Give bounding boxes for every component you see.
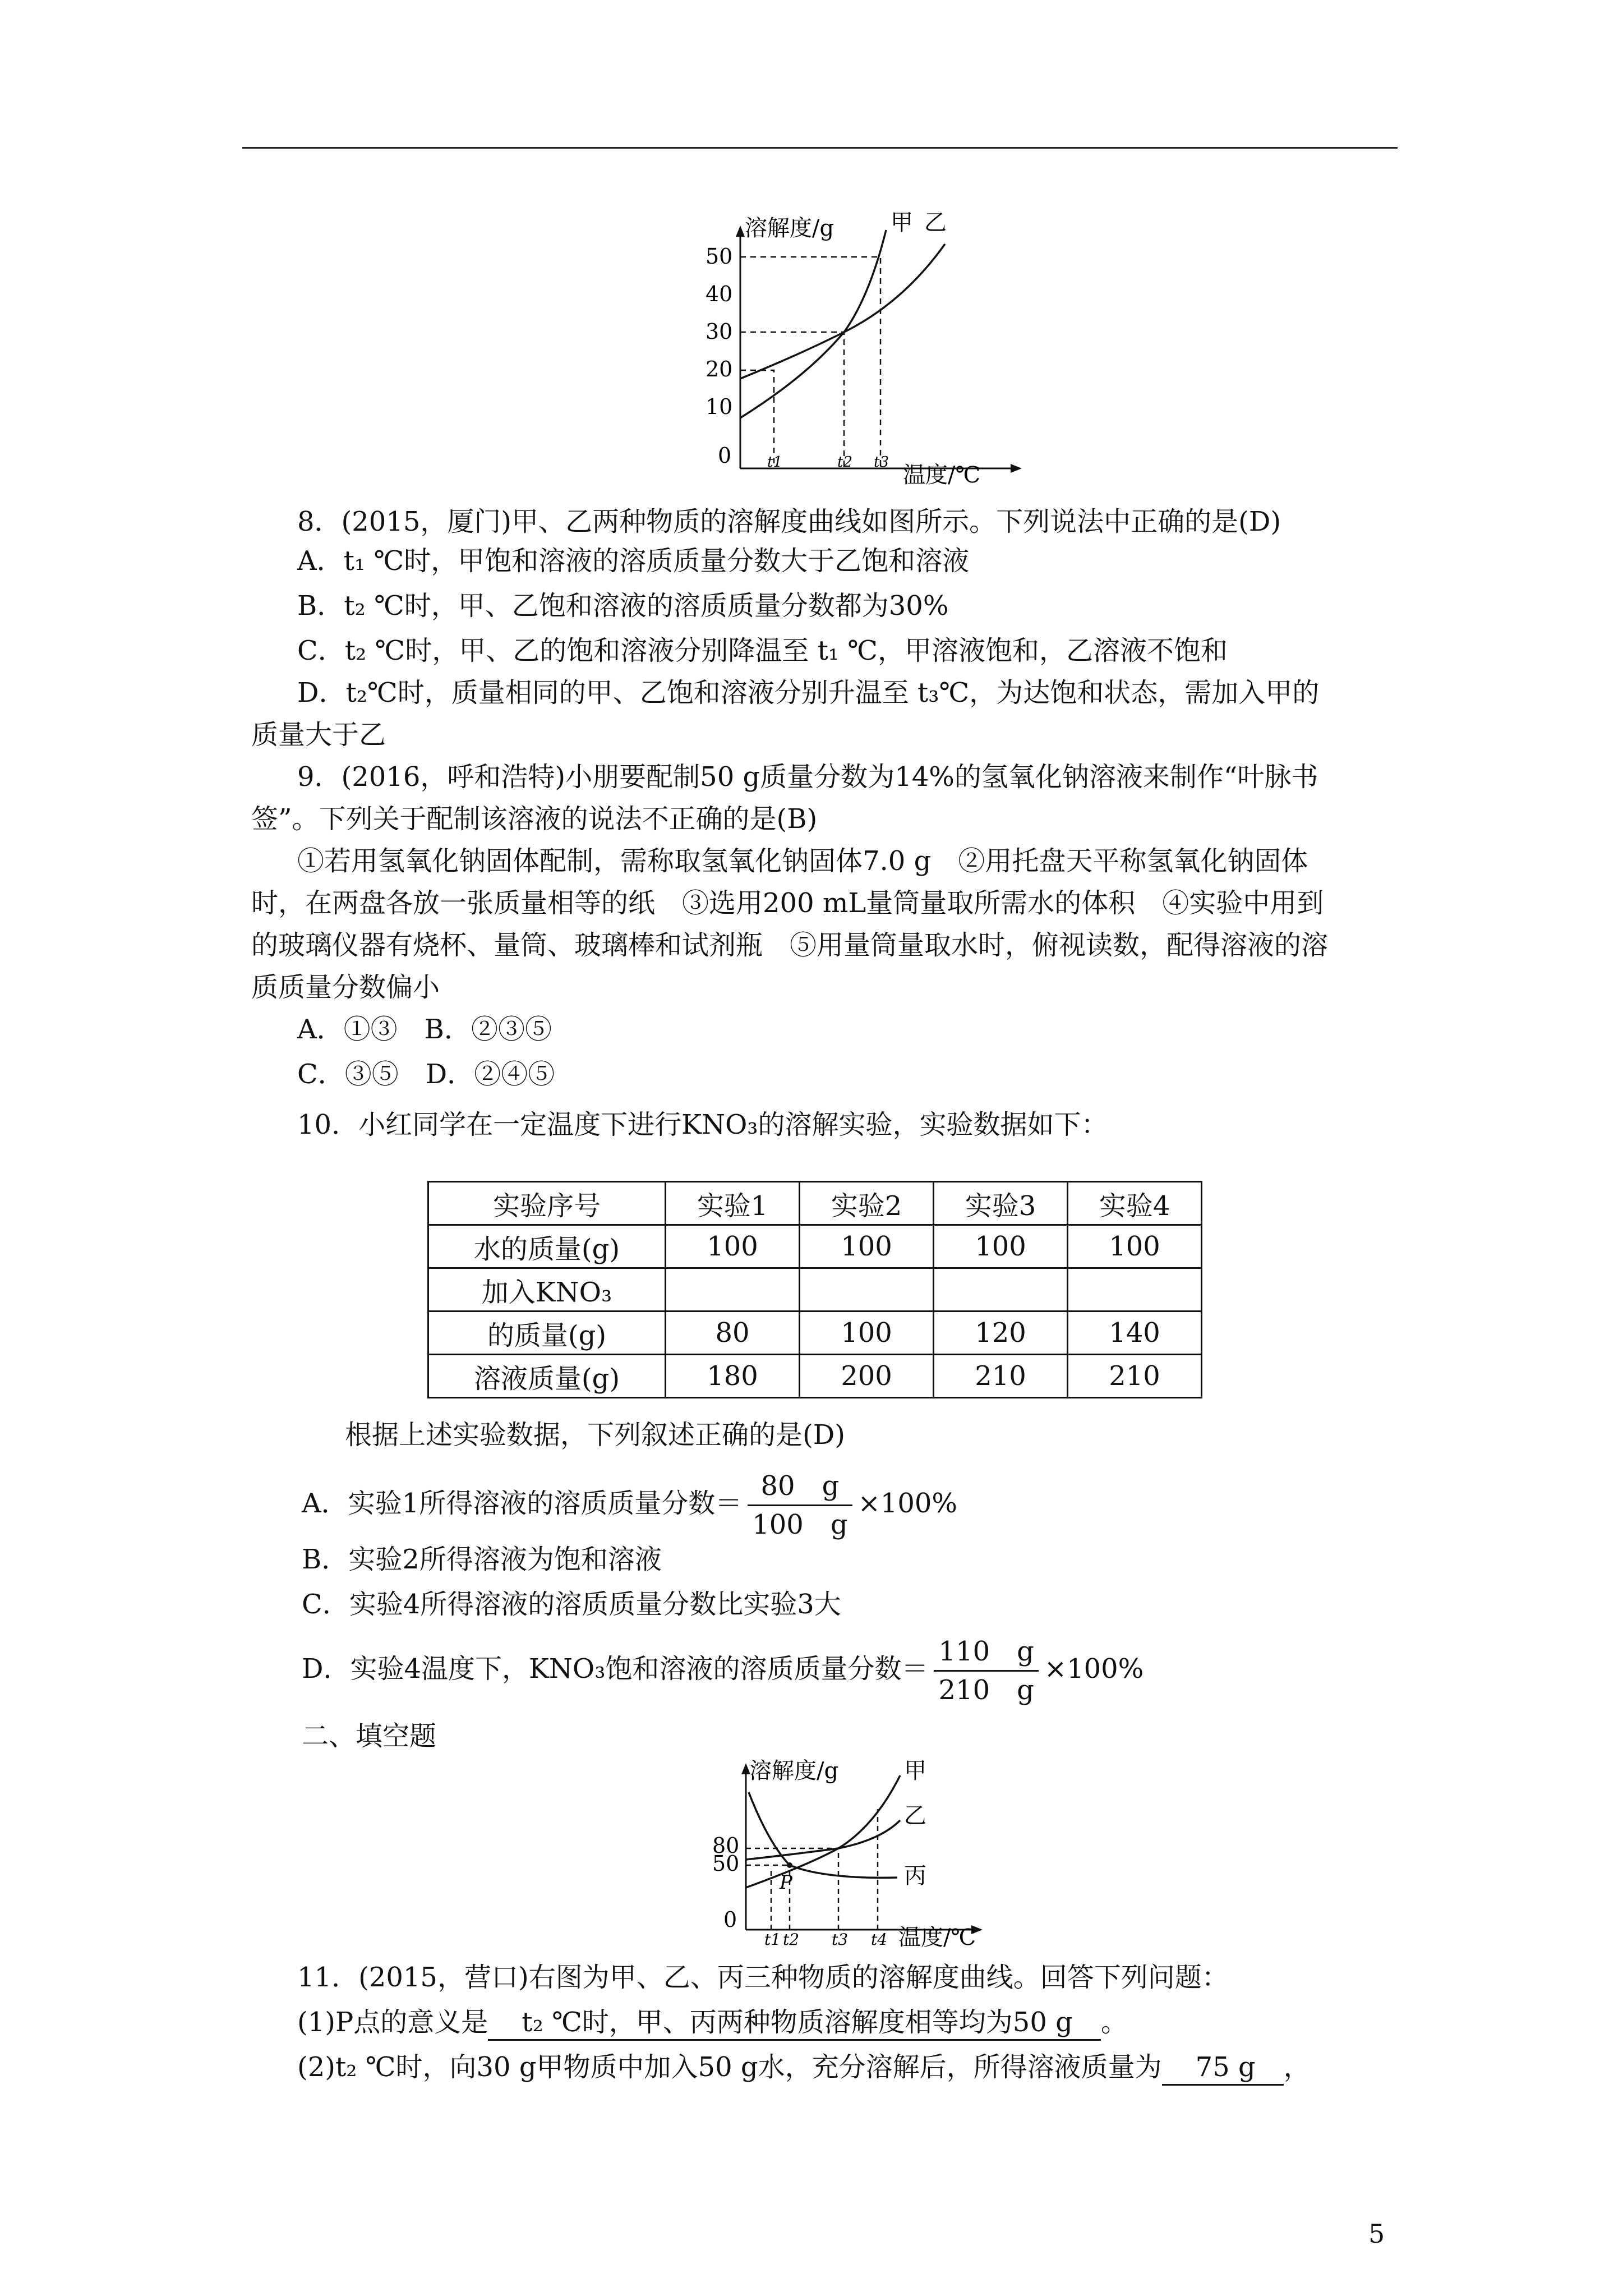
table-cell: 的质量(g) [428,1312,666,1355]
table-cell: 100 [934,1225,1068,1268]
chart1-ytick-10: 10 [706,394,733,419]
q8-option-a: A．t₁ ℃时，甲饱和溶液的溶质质量分数大于乙饱和溶液 [297,545,970,577]
header-rule [242,147,1398,149]
chart1-xlabel: 温度/℃ [903,462,981,488]
chart1-series-jia: 甲 [891,210,913,236]
section-title: 二、填空题 [302,1720,437,1752]
q10-option-d: D．实验4温度下，KNO₃饱和溶液的溶质质量分数＝ $\frac{110 g}{210 g}$ ×100% [302,1630,1451,1709]
chart2-series-bing: 丙 [904,1863,926,1889]
series-jia-curve [740,230,886,418]
table-row [428,1225,1202,1268]
chart1-guides [740,257,880,468]
chart1-ytick-20: 20 [706,357,733,381]
q10-data-table [427,1181,1202,1398]
answer-blank: 75 g [1162,2050,1284,2086]
chart2-ytick-50: 50 [712,1851,740,1876]
table-cell: 溶液质量(g) [428,1355,666,1398]
chart1-ytick-40: 40 [706,282,733,306]
q9-options-ab: A．①③ B．②③⑤ [297,1014,552,1045]
chart2-xtick-t1: t1 [764,1930,781,1949]
series-bing-curve [749,1792,897,1878]
table-row [428,1182,1202,1225]
chart2-origin: 0 [723,1907,737,1932]
chart1-series-yi: 乙 [924,210,947,236]
q9-stem-cont: 签”。下列关于配制该溶液的说法不正确的是(B) [251,803,818,835]
table-cell: 100 [666,1225,800,1268]
table-cell: 120 [934,1312,1068,1355]
q9-statement-line2: 时，在两盘各放一张质量相等的纸 ③选用200 mL量筒量取所需水的体积 ④实验中用到 [251,887,1324,919]
table-header-cell: 实验序号 [428,1182,666,1225]
chart1-axes [736,226,1022,473]
series-yi-curve [740,244,945,379]
solubility-chart-1 [690,208,1026,494]
chart2-ylabel: 溶解度/g [749,1759,839,1784]
table-cell: 180 [666,1355,800,1398]
answer-blank: t₂ ℃时，甲、丙两种物质溶解度相等均为50 g [488,2005,1101,2041]
table-header-cell: 实验4 [1068,1182,1202,1225]
table-header-cell: 实验1 [666,1182,800,1225]
table-cell: 100 [800,1225,934,1268]
q8-option-b: B．t₂ ℃时，甲、乙饱和溶液的溶质质量分数都为30% [297,590,949,622]
q8-option-d-cont: 质量大于乙 [251,719,386,751]
chart2-ytick-80: 80 [712,1833,740,1858]
q9-statement-line4: 质质量分数偏小 [251,972,440,1003]
q11-part2: (2)t₂ ℃时，向30 g甲物质中加入50 g水，充分溶解后，所得溶液质量为 75 g ， [297,2045,1447,2090]
table-cell: 200 [800,1355,934,1398]
chart1-ylabel: 溶解度/g [745,215,834,241]
table-cell: 水的质量(g) [428,1225,666,1268]
chart2-xtick-t4: t4 [871,1930,888,1949]
page-number: 5 [1368,2219,1385,2249]
chart1-origin: 0 [718,443,732,468]
q10-option-b: B．实验2所得溶液为饱和溶液 [302,1544,662,1575]
q8-option-c: C．t₂ ℃时，甲、乙的饱和溶液分别降温至 t₁ ℃，甲溶液饱和，乙溶液不饱和 [297,635,1228,666]
q10-stem: 10．小红同学在一定温度下进行KNO₃的溶解实验，实验数据如下： [297,1109,1108,1140]
chart2-series-yi: 乙 [904,1803,926,1829]
chart1-ytick-50: 50 [706,244,733,269]
point-p-marker [787,1862,792,1868]
table-header-cell: 实验3 [934,1182,1068,1225]
table-cell: 80 [666,1312,800,1355]
chart2-series-jia: 甲 [904,1759,926,1784]
q9-options-cd: C．③⑤ D．②④⑤ [297,1059,555,1090]
solubility-chart-2 [695,1759,987,1949]
chart2-guides [746,1809,878,1930]
table-cell: 140 [1068,1312,1202,1355]
chart2-xlabel: 温度/℃ [898,1925,976,1949]
table-cell [800,1268,934,1312]
fraction: $\frac{110 g}{210 g}$ [934,1633,1038,1709]
table-cell: 210 [1068,1355,1202,1398]
chart1-xtick-t2: t2 [837,454,852,471]
table-cell: 210 [934,1355,1068,1398]
chart2-point-p: P [780,1871,792,1894]
q9-statement-line1: ①若用氢氧化钠固体配制，需称取氢氧化钠固体7.0 g ②用托盘天平称氢氧化钠固体 [297,845,1308,877]
q10-option-c: C．实验4所得溶液的溶质质量分数比实验3大 [302,1589,841,1620]
table-cell [666,1268,800,1312]
table-cell [934,1268,1068,1312]
chart2-xtick-t3: t3 [832,1930,849,1949]
table-row [428,1312,1202,1355]
q8-stem: 8．(2015，厦门)甲、乙两种物质的溶解度曲线如图所示。下列说法中正确的是(D) [297,506,1281,537]
table-row [428,1355,1202,1398]
q9-stem: 9．(2016，呼和浩特)小朋要配制50 g质量分数为14%的氢氧化钠溶液来制作“叶脉书 [297,761,1318,793]
table-row [428,1268,1202,1312]
chart1-xtick-t1: t1 [767,454,782,471]
q9-statement-line3: 的玻璃仪器有烧杯、量筒、玻璃棒和试剂瓶 ⑤用量筒量取水时，俯视读数，配得溶液的溶 [251,930,1329,961]
chart1-ytick-30: 30 [706,319,733,344]
q11-part1: (1)P点的意义是 t₂ ℃时，甲、丙两种物质溶解度相等均为50 g 。 [297,2000,1447,2045]
table-cell [1068,1268,1202,1312]
table-cell: 100 [800,1312,934,1355]
fraction: $\frac{80 g}{100 g}$ [748,1467,852,1543]
table-cell: 100 [1068,1225,1202,1268]
q10-option-a: A．实验1所得溶液的溶质质量分数＝ $\frac{80 g}{100 g}$ ×100% [302,1464,1451,1543]
table-header-cell: 实验2 [800,1182,934,1225]
q10-lead: 根据上述实验数据，下列叙述正确的是(D) [345,1419,845,1451]
table-cell: 加入KNO₃ [428,1268,666,1312]
q11-stem: 11．(2015，营口)右图为甲、乙、丙三种物质的溶解度曲线。回答下列问题： [297,1962,1229,1993]
q8-option-d: D．t₂℃时，质量相同的甲、乙饱和溶液分别升温至 t₃℃，为达饱和状态，需加入甲的 [297,677,1320,708]
chart2-xtick-t2: t2 [783,1930,800,1949]
chart1-xtick-t3: t3 [874,454,889,471]
